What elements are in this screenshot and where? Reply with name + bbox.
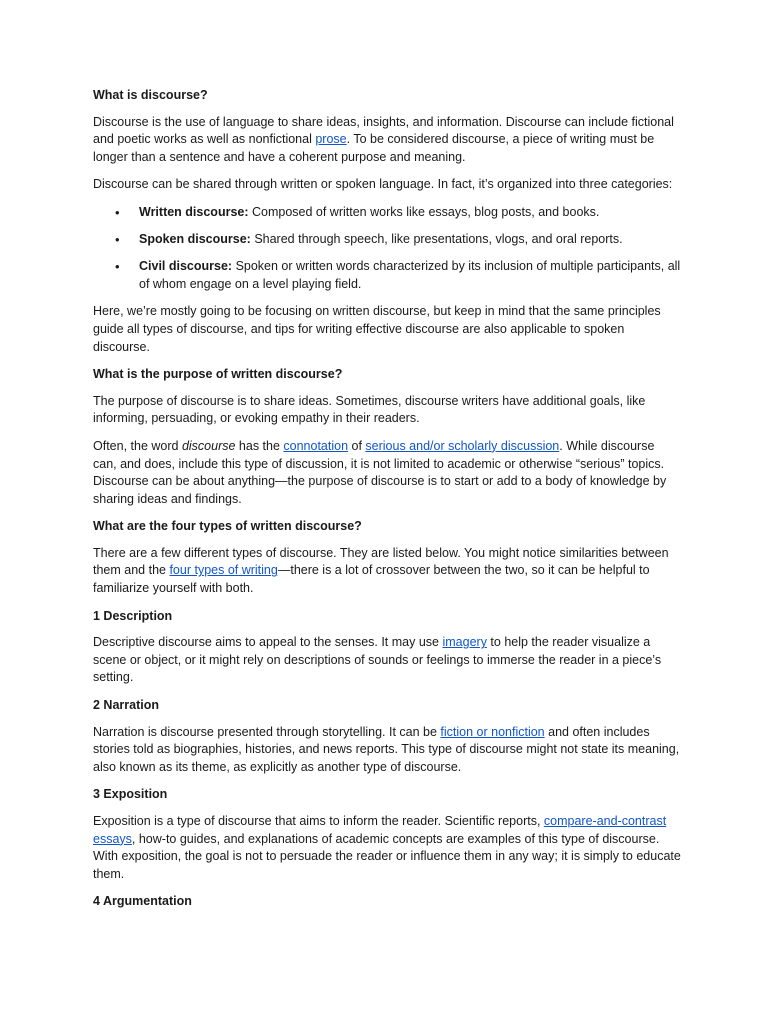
heading-four-types: What are the four types of written discourse? xyxy=(93,519,362,534)
paragraph-categories-intro: Discourse can be shared through written or spoken language. In fact, it’s organized into three categories: xyxy=(93,177,673,192)
heading-exposition: 3 Exposition xyxy=(93,787,168,802)
heading-description: 1 Description xyxy=(93,608,173,623)
link-connotation[interactable]: connotation xyxy=(283,438,349,453)
list-item-civil: • Civil discourse: Spoken or written words characterized by its inclusion of multiple participants, all of whom engage on a level playing field. xyxy=(139,258,681,293)
link-imagery[interactable]: imagery xyxy=(442,635,487,650)
paragraph-definition: Discourse is the use of language to share ideas, insights, and information. Discourse can include fictional and poetic works as well as nonfictional prose. To be considered discourse, a piece of writing must be longer than a sentence and have a coherent purpose and meaning. xyxy=(93,114,674,164)
paragraph-description: Descriptive discourse aims to appeal to the senses. It may use imagery to help the reader visualize a scene or object, or it might rely on descriptions of sounds or feelings to immerse the reader in a piece’s setting. xyxy=(93,635,662,685)
link-fiction-or-nonfiction[interactable]: fiction or nonfiction xyxy=(440,724,545,739)
heading-what-is-discourse: What is discourse? xyxy=(93,88,208,102)
paragraph-narration: Narration is discourse presented through storytelling. It can be fiction or nonfiction and often includes stories told as biographies, histories, and news reports. This type of discourse might not state its meaning, also known as its theme, as explicitly as another type of discourse. xyxy=(93,724,680,774)
link-scholarly-discussion[interactable]: serious and/or scholarly discussion xyxy=(365,438,560,453)
heading-purpose: What is the purpose of written discourse? xyxy=(93,367,343,382)
list-item-written: • Written discourse: Composed of written works like essays, blog posts, and books. xyxy=(139,204,681,222)
heading-argumentation: 4 Argumentation xyxy=(93,894,192,909)
paragraph-types-intro: There are a few different types of discourse. They are listed below. You might notice similarities between them and the four types of writing—there is a lot of crossover between the two, so it can be helpful to familiarize yourself with both. xyxy=(93,545,669,596)
link-prose[interactable]: prose xyxy=(315,132,347,147)
document-body xyxy=(93,87,681,920)
link-compare-and-contrast-essays[interactable]: compare-and-contrast essays xyxy=(93,814,667,846)
heading-narration: 2 Narration xyxy=(93,698,159,713)
paragraph-exposition: Exposition is a type of discourse that aims to inform the reader. Scientific reports, compare-and-contrast essays, how-to guides, and explanations of academic concepts are examples of this type of discourse. With exposition, the goal is not to persuade the reader or influence them in any way; it is simply to educate them. xyxy=(93,814,681,881)
list-item-spoken: • Spoken discourse: Shared through speech, like presentations, vlogs, and oral reports. xyxy=(139,231,681,249)
paragraph-connotation: Often, the word discourse has the connotation of serious and/or scholarly discussion. While discourse can, and does, include this type of discussion, it is not limited to academic or otherwise “serious” topics. Discourse can be about anything—the purpose of discourse is to start or add to a body of knowledge by sharing ideas and findings. xyxy=(93,438,667,506)
paragraph-focus: Here, we’re mostly going to be focusing on written discourse, but keep in mind that the same principles guide all types of discourse, and tips for writing effective discourse are also applicable to spoken discourse. xyxy=(93,304,661,354)
categories-list xyxy=(93,204,681,293)
link-four-types-of-writing[interactable]: four types of writing xyxy=(169,563,278,578)
paragraph-purpose: The purpose of discourse is to share ideas. Sometimes, discourse writers have additional goals, like informing, persuading, or evoking empathy in their readers. xyxy=(93,393,646,426)
